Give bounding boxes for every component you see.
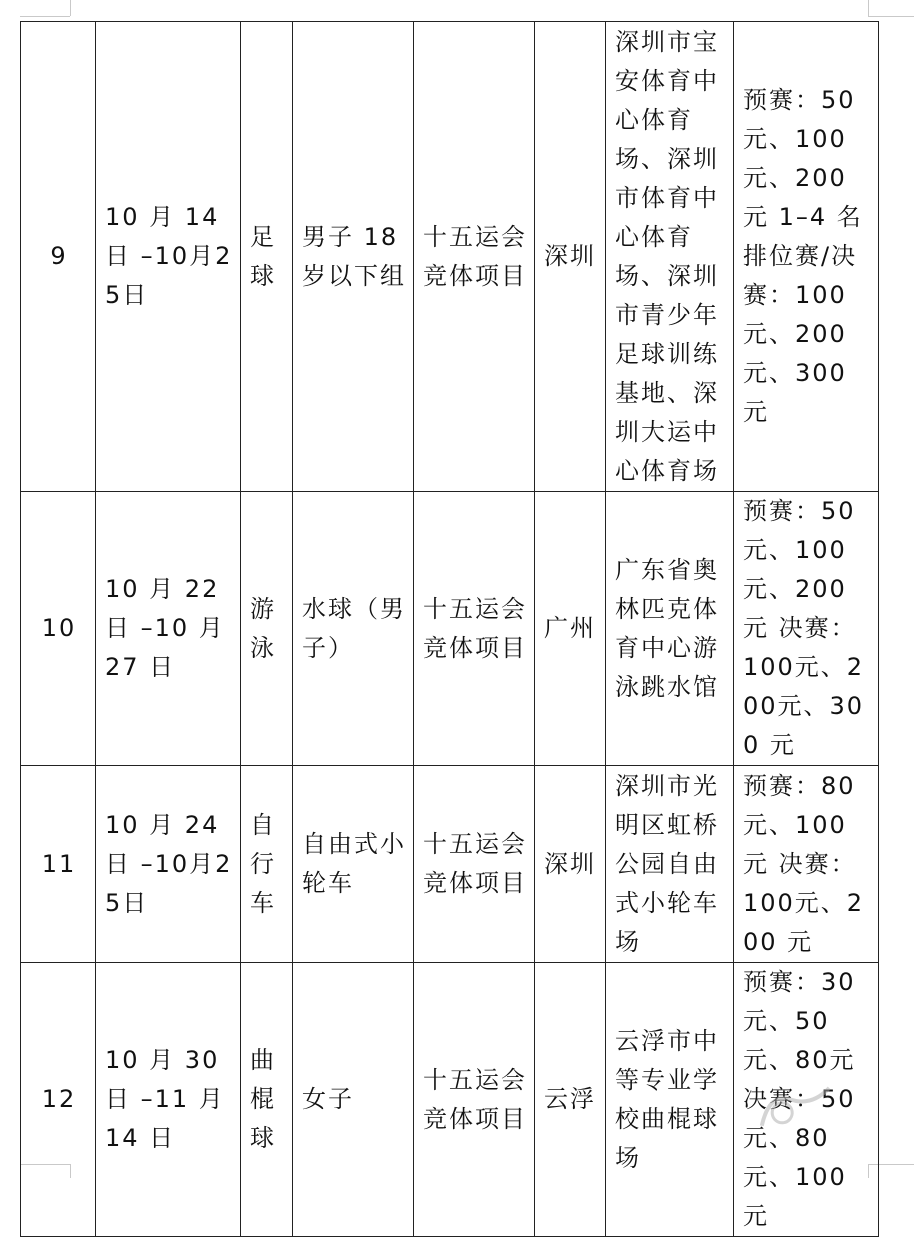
corner-mark-top-right-h bbox=[868, 16, 914, 17]
sub-event: 女子 bbox=[293, 963, 414, 1237]
date-range: 10 月 22 日 –10 月 27 日 bbox=[96, 492, 241, 766]
ticket-price: 预赛：30元、50元、80元 决赛：50元、80元、100元 bbox=[734, 963, 879, 1237]
event-type: 十五运会竞体项目 bbox=[414, 492, 535, 766]
corner-mark-top-left bbox=[70, 0, 71, 16]
city: 广州 bbox=[535, 492, 606, 766]
date-range: 10 月 24 日 –10月25日 bbox=[96, 766, 241, 963]
sport: 游泳 bbox=[241, 492, 293, 766]
ticket-price: 预赛：80元、100 元 决赛：100元、200 元 bbox=[734, 766, 879, 963]
ticket-price: 预赛：50元、100元、200元 1–4 名排位赛/决赛：100元、200元、300 元 bbox=[734, 22, 879, 492]
event-type: 十五运会竞体项目 bbox=[414, 963, 535, 1237]
event-type: 十五运会竞体项目 bbox=[414, 766, 535, 963]
event-schedule-table bbox=[20, 21, 879, 1237]
table-row bbox=[21, 766, 879, 963]
venue: 深圳市光明区虹桥公园自由式小轮车场 bbox=[606, 766, 734, 963]
venue: 广东省奥林匹克体育中心游泳跳水馆 bbox=[606, 492, 734, 766]
row-number: 11 bbox=[21, 766, 96, 963]
sub-event: 水球（男子） bbox=[293, 492, 414, 766]
city: 云浮 bbox=[535, 963, 606, 1237]
venue: 深圳市宝安体育中心体育场、深圳市体育中心体育场、深圳市青少年足球训练基地、深圳大运中心体育场 bbox=[606, 22, 734, 492]
sub-event: 自由式小轮车 bbox=[293, 766, 414, 963]
sub-event: 男子 18 岁以下组 bbox=[293, 22, 414, 492]
venue: 云浮市中等专业学校曲棍球场 bbox=[606, 963, 734, 1237]
date-range: 10 月 14 日 –10月25日 bbox=[96, 22, 241, 492]
city: 深圳 bbox=[535, 22, 606, 492]
corner-mark-top-right bbox=[868, 0, 869, 16]
table-row bbox=[21, 22, 879, 492]
table-row bbox=[21, 492, 879, 766]
row-number: 12 bbox=[21, 963, 96, 1237]
event-type: 十五运会竞体项目 bbox=[414, 22, 535, 492]
corner-mark-top-left-h bbox=[20, 16, 70, 17]
sport: 曲棍球 bbox=[241, 963, 293, 1237]
row-number: 9 bbox=[21, 22, 96, 492]
ticket-price: 预赛：50元、100元、200 元 决赛：100元、200元、300 元 bbox=[734, 492, 879, 766]
date-range: 10 月 30 日 –11 月 14 日 bbox=[96, 963, 241, 1237]
row-number: 10 bbox=[21, 492, 96, 766]
sport: 足球 bbox=[241, 22, 293, 492]
city: 深圳 bbox=[535, 766, 606, 963]
sport: 自行车 bbox=[241, 766, 293, 963]
